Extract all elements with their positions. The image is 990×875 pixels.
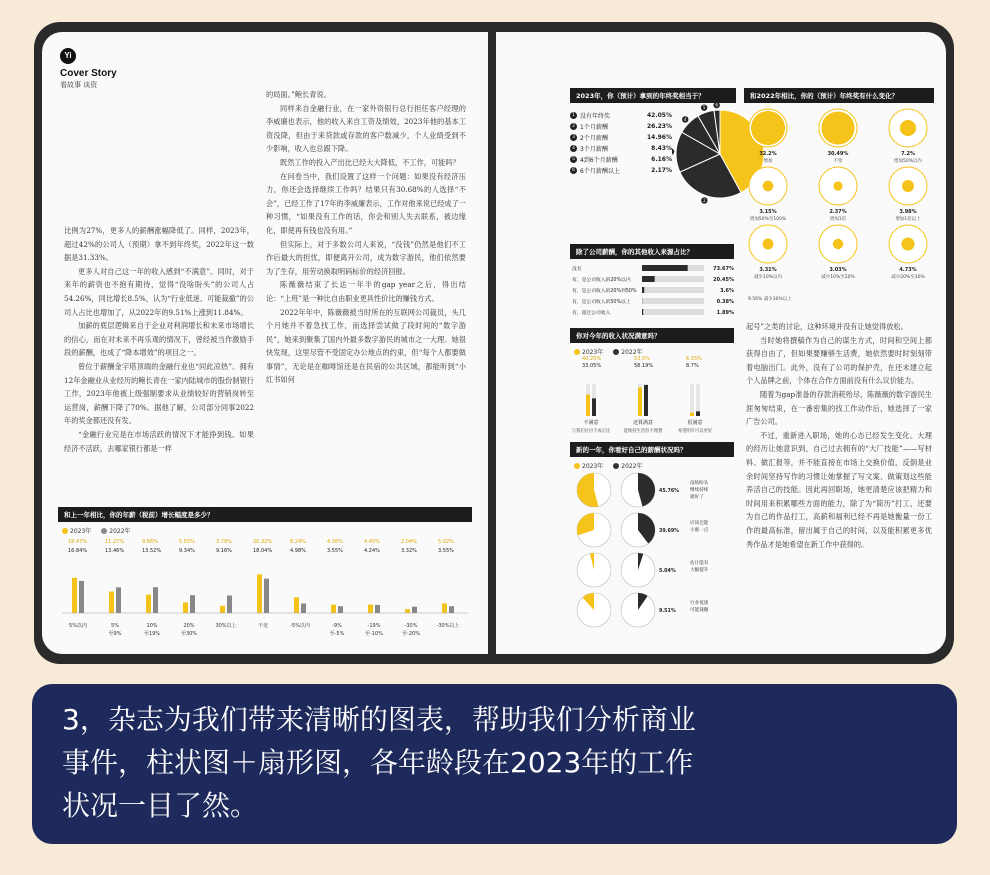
category-label: 至-10% <box>365 631 383 637</box>
slice-number: 1 <box>570 112 577 119</box>
hbar-track <box>642 298 704 304</box>
slice-label: 3个月薪酬 <box>580 146 608 153</box>
bar-2022 <box>153 587 158 613</box>
data-label-2022: 4.24% <box>364 548 380 554</box>
legend-swatch <box>62 528 68 534</box>
data-label-2022: 18.04% <box>253 548 273 554</box>
chart-title: 和2022年相比，你的（预计）年终奖有什么变化？ <box>744 88 934 103</box>
bubble-extra-label: 9.56% 减少30%以上 <box>748 297 792 302</box>
caption-line: 事件，柱状图＋扇形图，各年龄段在2023年的工作 <box>62 746 694 779</box>
bar-2022 <box>644 385 648 416</box>
category-label: 20% <box>183 623 195 629</box>
slice-marker-number: 2 <box>703 198 706 204</box>
paragraph: 同样来自金融行业，在一家外资银行总行担任客户经理的李威廉也表示，他的收入来自工资及绩效，2023年他的基本工资没降，但由于来贷款或存款的客户数减少，个人业绩受到不少影响，收入也总跟下降。 <box>266 103 466 154</box>
masthead <box>60 48 117 90</box>
category-label: 至-5% <box>329 631 345 637</box>
section-subtitle: 看故事 谈资 <box>60 81 98 89</box>
pie-legend-row <box>570 143 680 154</box>
data-label-2023: 5.55% <box>179 539 195 545</box>
category-label: 行业低迷 <box>690 601 709 606</box>
legend-item-2022: 2022年 <box>101 526 130 535</box>
pie-legend-row <box>570 154 680 165</box>
bubble-value: 32.2% <box>759 151 777 157</box>
bar-2023 <box>183 602 188 613</box>
bar-2023 <box>586 395 590 416</box>
bar-2023 <box>368 605 373 613</box>
category-label: -5%以内 <box>290 623 310 629</box>
data-label-2023: 4.45% <box>364 539 380 545</box>
bar-2022 <box>190 595 195 613</box>
article-column-2 <box>266 88 466 387</box>
slice-label: 4到6个月薪酬 <box>580 157 618 164</box>
bubble-value: 3.98% <box>899 209 917 215</box>
bubble-fill <box>751 111 785 145</box>
category-label: 就好了 <box>690 495 704 500</box>
left-page <box>42 32 488 654</box>
category-label: 估计能有 <box>690 561 709 566</box>
paragraph: 的局面。”鲍长青说。 <box>266 90 331 99</box>
slice-marker-number: 6 <box>715 102 718 108</box>
paragraph: 曾位于薪酬金字塔顶端的金融行业也“同此凉热”。拥有12年金融业从业经历的鲍长青在一家内陆城市的股份制银行工作，2023年他被上级强制要求从业绩较好的营销岗转至运营岗，薪酬下降了70%。据他了解，公司部分同事2022年的奖金都还没有发。 <box>64 361 254 426</box>
bubble-value: 4.73% <box>899 267 917 273</box>
category-label: -9% <box>332 623 342 629</box>
pie-legend-row <box>570 110 680 121</box>
bar-2023 <box>405 609 410 613</box>
bar-2023 <box>294 597 299 613</box>
bubble-fill <box>763 239 774 250</box>
data-label-2022: 45.76% <box>659 489 679 494</box>
pie-legend <box>570 110 680 176</box>
paragraph: 2022年年中，陈薇薇被当时所在的互联网公司裁员，头几个月她并不着急找工作，而选择尝试做了段时间的“数字游民”，她来到聚集了国内外最多数字游民的城市之一大理。她很快发现，这里尽管不受固定办公地点的约束，但“每个人都要做事情”，无论是在咖啡馆还是在民宿的公共区域，都能听到“小红书如何 <box>266 307 466 385</box>
data-label-2023: 30.02% <box>600 529 619 534</box>
data-label-2023: 3.79% <box>216 539 232 545</box>
bonus-change-plot <box>744 104 934 304</box>
data-label-2022: 9.51% <box>659 609 676 614</box>
data-label-2022: 39.69% <box>659 529 679 534</box>
data-label-2023: 53.5% <box>634 356 650 362</box>
hbar-bar <box>642 287 644 293</box>
category-sublabel: 能维持生活但不理想 <box>623 429 663 434</box>
salary-outlook-chart <box>570 442 734 470</box>
category-label: 继续持续 <box>690 488 709 493</box>
bubble-fill <box>821 111 854 144</box>
category-label: 30%以上 <box>215 623 237 629</box>
category-label: 5% <box>111 623 119 629</box>
data-label-2023: 5.02% <box>438 539 454 545</box>
hbar-category: 没有 <box>572 267 582 272</box>
data-label-2023: 20.32% <box>253 539 273 545</box>
magazine-logo: Yi <box>60 48 76 64</box>
hbar-bar <box>642 276 655 282</box>
bonus-pie-chart <box>570 88 736 103</box>
category-label: 小涨一点 <box>690 528 709 533</box>
data-label-2023: 4.36% <box>327 539 343 545</box>
data-label-2023: 11.84% <box>600 609 619 614</box>
paragraph: 加薪的底层逻辑来自于企业对利润增长和未来市场增长的信心，而在对未来不再乐观的情况下，曾经被当作激励手段的薪酬，也成了“降本增效”的项目之一。 <box>64 321 254 358</box>
category-label: 大幅提升 <box>690 568 709 573</box>
bar-2022 <box>338 606 343 613</box>
bar-2023 <box>442 603 447 613</box>
bubble-fill <box>833 239 843 249</box>
paragraph: 比例为27%，更多人的薪酬涨幅降低了。同样，2023年，超过42%的公司人（预期）拿不到年终奖，2022年这一数据是31.33%。 <box>64 226 254 263</box>
satisfaction-chart <box>570 328 734 356</box>
bonus-change-chart <box>744 88 934 103</box>
bubble-label: 增加1倍以上 <box>895 217 921 222</box>
category-sublabel: 与我们付出不成正比 <box>571 429 611 434</box>
chart-title: 2023年，你（预计）拿到的年终奖相当于？ <box>570 88 736 103</box>
slice-value: 8.43% <box>651 145 672 152</box>
bar-track <box>696 384 700 416</box>
bar-track <box>690 384 694 416</box>
hbar-category: 有，是公司收入的20%到50% <box>572 289 637 294</box>
chart-legend <box>62 526 472 535</box>
data-label-2023: 2.04% <box>401 539 417 545</box>
data-label-2023: 3.88% <box>600 569 616 574</box>
caption-line: 3，杂志为我们带来清晰的图表，帮助我们分析商业 <box>62 703 696 736</box>
caption-banner <box>32 684 957 844</box>
slice-number: 3 <box>570 134 577 141</box>
data-label-2022: 9.16% <box>216 548 232 554</box>
hbar-track <box>642 309 704 315</box>
slice-label: 没有年终奖 <box>580 113 611 120</box>
hbar-bar <box>642 265 688 271</box>
bar-2022 <box>116 587 121 613</box>
legend-item-2023: 2023年 <box>574 347 603 356</box>
pie-legend-row <box>570 165 680 176</box>
slice-value: 6.16% <box>651 156 672 163</box>
data-label-2023: 6.25% <box>686 356 702 362</box>
category-label: 应该还能 <box>690 521 709 526</box>
legend-swatch <box>613 463 619 469</box>
data-label-2022: 9.34% <box>179 548 195 554</box>
bubble-label: 不变 <box>833 159 843 164</box>
bar-2023 <box>331 605 336 613</box>
slice-number: 4 <box>570 145 577 152</box>
slice-marker-number: 5 <box>702 105 706 111</box>
salary-growth-plot <box>58 535 472 641</box>
category-label: 至-20% <box>402 631 420 637</box>
legend-swatch <box>613 349 619 355</box>
category-label: -30%以上 <box>436 623 460 629</box>
data-label-2022: 16.84% <box>68 548 88 554</box>
hbar-category: 有，是公司收入的50%以上 <box>572 300 631 305</box>
pie-legend-row <box>570 121 680 132</box>
bubble-label: 增加 <box>763 159 773 164</box>
article-column-3 <box>746 320 932 551</box>
bubble-fill <box>901 237 914 250</box>
data-label-2023: 18.47% <box>68 539 88 545</box>
category-label: 至19% <box>143 631 161 637</box>
bubble-fill <box>902 180 914 192</box>
category-label: 可能裁撤 <box>690 608 709 613</box>
paragraph: 起号”之类的讨论，这种环境并没有让她觉得放松。 <box>746 322 908 331</box>
data-label-2022: 33.05% <box>582 363 602 369</box>
bar-2023 <box>257 574 262 613</box>
slice-value: 2.17% <box>651 167 672 174</box>
bubble-label: 减少20%至30% <box>891 275 925 280</box>
bar-2022 <box>375 605 380 613</box>
data-label-2022: 3.55% <box>327 548 343 554</box>
slice-value: 42.05% <box>647 112 672 119</box>
salary-outlook-plot <box>570 470 736 640</box>
paragraph: 既然工作的投入产出比已经大大降低，不工作，可能吗？ <box>280 157 460 167</box>
slice-label: 2个月薪酬 <box>580 135 608 142</box>
hbar-bar <box>642 309 643 315</box>
category-label: 没啥盼头 <box>690 481 709 486</box>
paragraph: 更多人对自己这一年的收入感到“不满意”。同时，对于来年的薪资也不抱有期待，觉得“没啥盼头”的公司人占54.26%，同比增长8.5%，认为“行业低迷、可能裁撤”的公司人占比也增加了，从2022年的9.51%上涨到11.84%。 <box>64 266 254 317</box>
bar-2022 <box>79 581 84 613</box>
data-label-2023: 11.27% <box>105 539 125 545</box>
legend-swatch <box>101 528 107 534</box>
bar-2023 <box>146 595 151 613</box>
section-title: Cover Story <box>60 68 117 79</box>
hbar-value: 73.67% <box>713 266 734 272</box>
paragraph: 当时她将撰稿作为自己的谋生方式，时间和空间上都获得自由了，但如果要赚够生活费，她依然要时时刻刻带着电脑出门。此外，没有了公司的保护壳，在还未建立起个人品牌之前，个体在合作方面前没有什么议价能力。 <box>746 335 932 386</box>
hbar-value: 1.89% <box>716 310 734 316</box>
data-label-2023: 40.25% <box>582 356 602 362</box>
hbar-track <box>642 287 704 293</box>
hbar-category: 有，超过公司收入 <box>572 311 611 316</box>
category-label: 不变 <box>257 623 269 629</box>
slice-number: 5 <box>570 156 577 163</box>
satisfaction-plot <box>570 356 736 438</box>
data-label-2022: 13.52% <box>142 548 162 554</box>
category-label: 至30% <box>180 631 198 637</box>
bubble-label: 增加50%以内 <box>893 159 923 164</box>
magazine-spread <box>34 22 954 664</box>
bubble-value: 7.2% <box>901 151 915 157</box>
data-label-2023: 9.66% <box>142 539 158 545</box>
bubble-value: 2.37% <box>829 209 847 215</box>
bubble-label: 增加50%至100% <box>749 217 787 222</box>
chart-legend <box>574 461 734 470</box>
bubble-label: 增加1倍 <box>829 217 847 222</box>
slice-label: 1个月薪酬 <box>580 124 608 131</box>
chart-legend <box>574 347 734 356</box>
salary-growth-chart <box>58 507 472 635</box>
bubble-label: 减少10%以内 <box>753 275 783 280</box>
bubble-fill <box>900 120 916 136</box>
data-label-2022: 13.46% <box>105 548 125 554</box>
bar-2022 <box>696 411 700 416</box>
bubble-fill <box>833 181 842 190</box>
legend-swatch <box>574 349 580 355</box>
slice-marker-number: 4 <box>683 117 687 123</box>
category-label: 很满意 <box>687 420 703 426</box>
bubble-value: 3.15% <box>759 209 777 215</box>
category-label: -30% <box>404 623 418 629</box>
legend-item-2022: 2022年 <box>613 347 642 356</box>
slice-number: 2 <box>570 123 577 130</box>
category-label: 不满意 <box>583 420 599 426</box>
bubble-value: 3.31% <box>759 267 777 273</box>
bubble-value: 3.03% <box>829 267 847 273</box>
bar-2022 <box>449 606 454 613</box>
paragraph: 陈薇薇结束了长达一年半的gap year之后，得出结论：“上班”是一种比自由职业更具性价比的赚钱方式。 <box>266 280 466 303</box>
data-label-2023: 8.24% <box>290 539 306 545</box>
other-income-chart <box>570 244 734 259</box>
chart-title: 新的一年，你看好自己的薪酬状况吗？ <box>570 442 734 457</box>
chart-title: 除了公司薪酬，你的其他收入来源占比？ <box>570 244 734 259</box>
hbar-value: 0.38% <box>716 299 734 305</box>
other-income-plot <box>570 258 736 324</box>
bubble-fill <box>763 181 774 192</box>
bar-2022 <box>264 579 269 613</box>
hbar-value: 3.6% <box>720 288 734 294</box>
bar-2023 <box>109 592 114 613</box>
category-label: -19% <box>367 623 381 629</box>
article-column-1 <box>64 224 254 455</box>
hbar-category: 有，是公司收入的20%以内 <box>572 278 631 283</box>
data-label-2022: 3.32% <box>401 548 417 554</box>
data-label-2022: 4.98% <box>290 548 306 554</box>
paragraph: 但实际上，对于多数公司人来说，“没钱”仍然是他们不工作后最大的担忧，即便离开公司，成为数字游民，他们依然要为了生存，用劳动换取明码标价的经济回报。 <box>266 239 466 276</box>
paragraph: 随着为gap准备的存款消耗殆尽，陈薇薇的数字游民生涯匆匆结束，在一番密集的找工作动作后，她选择了一家广告公司。 <box>746 389 932 427</box>
slice-value: 26.23% <box>647 123 672 130</box>
paragraph: 不过，重新进入职场，她的心态已经发生变化。大理的经历让她意识到，自己过去拥有的“大厂技能”——写材料、做汇报等，并不能直接在市场上交换价值，反倒是业余时间坚持写作的习惯让她掌握了写文案、做策划这些能养活自己的技能。因此再回职场，她更清楚应该把精力和时间用来积累哪些方面的能力，除了为“简历”打工，还要为自己的作品打工，高薪和福利已经不再是她衡量一份工作的最高标准，留出属于自己的时间，以及能积累更多优秀作品才是她希望在新工作中获得的。 <box>746 430 932 549</box>
slice-number: 6 <box>570 167 577 174</box>
bar-2022 <box>227 596 232 613</box>
chart-title: 和上一年相比，你的年薪（税前）增长幅度是多少？ <box>58 507 472 522</box>
bar-2022 <box>412 607 417 613</box>
slice-label: 6个月薪酬以上 <box>580 168 620 175</box>
caption-line: 状况一目了然。 <box>62 789 259 822</box>
data-label-2022: 3.55% <box>438 548 454 554</box>
category-sublabel: 希望明年可以更好 <box>677 429 713 434</box>
slice-value: 14.96% <box>647 134 672 141</box>
bubble-label: 减少10%至20% <box>821 275 855 280</box>
right-page <box>496 32 946 654</box>
data-label-2023: 54.26% <box>600 489 619 494</box>
category-label: 还算满意 <box>632 420 654 426</box>
data-label-2022: 8.7% <box>686 363 699 369</box>
bar-2022 <box>301 604 306 613</box>
bubble-value: 30.49% <box>827 151 849 157</box>
bar-2023 <box>638 387 642 416</box>
legend-item-2023: 2023年 <box>574 461 603 470</box>
legend-swatch <box>574 463 580 469</box>
category-label: 10% <box>146 623 158 629</box>
legend-item-2023: 2023年 <box>62 526 91 535</box>
category-label: 至9% <box>108 631 122 637</box>
paragraph: “金融行业完是在市场活跃的情况下才能挣到钱。如果经济不活跃，去哪家银行都是一样 <box>64 429 254 453</box>
bar-2023 <box>690 413 694 416</box>
paragraph: 在问卷当中，我们设置了这样一个问题：如果没有经济压力，你还会选择继续工作吗？结果只有30.68%的人选择“不会”，已经工作了17年的李威廉表示，工作对他来说已经成了一种习惯，“如果没有工作的话，你会和别人失去联系，被边缘化，即使再有钱也没有用。” <box>266 171 466 235</box>
data-label-2022: 5.04% <box>659 569 676 574</box>
category-label: 5%以内 <box>69 623 87 629</box>
legend-item-2022: 2022年 <box>613 461 642 470</box>
bar-2023 <box>72 578 77 613</box>
hbar-value: 20.45% <box>713 277 734 283</box>
pie-legend-row <box>570 132 680 143</box>
bar-2022 <box>592 398 596 416</box>
chart-title: 你对今年的收入状况满意吗？ <box>570 328 734 343</box>
data-label-2022: 58.19% <box>634 363 654 369</box>
bar-2023 <box>220 606 225 613</box>
